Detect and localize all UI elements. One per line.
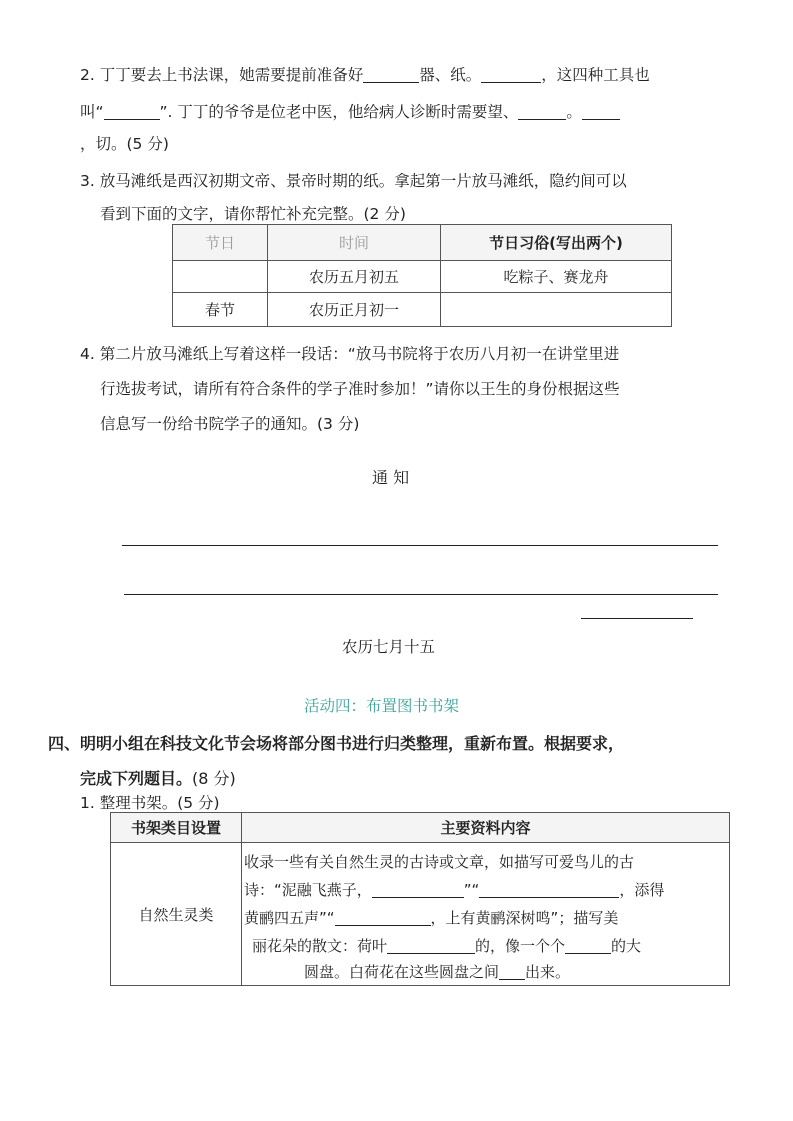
answer-blank[interactable] — [481, 66, 541, 83]
q4-line2: 行选拔考试，请所有符合条件的学子准时参加！”请你以王生的身份根据这些 — [100, 380, 620, 398]
table-row — [173, 261, 672, 293]
table-header: 节日 — [173, 225, 268, 261]
festival-table — [172, 224, 672, 327]
table-row — [173, 293, 672, 327]
bookshelf-table — [110, 812, 730, 986]
table-cell: 吃粽子、赛龙舟 — [441, 261, 672, 293]
notice-date: 农历七月十五 — [342, 638, 436, 656]
signature-line[interactable] — [581, 618, 693, 619]
section4-line1: 四、明明小组在科技文化节会场将部分图书进行归类整理，重新布置。根据要求， — [48, 734, 625, 753]
q2-line2: 叫“ ”. 丁丁的爷爷是位老中医，他给病人诊断时需要望、 。 — [80, 100, 620, 122]
answer-blank[interactable] — [335, 909, 431, 926]
notice-title: 通 知 — [372, 468, 410, 487]
table-header: 主要资料内容 — [242, 813, 730, 843]
answer-blank[interactable] — [499, 963, 525, 980]
table-row — [111, 843, 730, 986]
table-header: 节日习俗(写出两个) — [441, 225, 672, 261]
table-header: 书架类目设置 — [111, 813, 242, 843]
category-cell: 自然生灵类 — [111, 843, 242, 986]
section4-line2: 完成下列题目。(8 分) — [80, 769, 236, 788]
answer-blank[interactable] — [479, 881, 619, 898]
answer-blank[interactable] — [565, 937, 611, 954]
table-cell: 春节 — [173, 293, 268, 327]
answer-blank[interactable] — [104, 103, 160, 120]
q2-line1: 2. 丁丁要去上书法课，她需要提前准备好 器、纸。 ，这四种工具也 — [80, 66, 650, 84]
content-cell: 收录一些有关自然生灵的古诗或文章，如描写可爱鸟儿的古 诗：“泥融飞燕子， ”“ ，添得 黄鹂四五声”“ ，上有黄鹂深树鸣”；描写美 丽花朵的散文：荷叶 的，像一个个 的大 圆盘。白荷花在这些圆盘之间 出来。 — [242, 843, 730, 986]
answer-blank[interactable] — [387, 937, 475, 954]
activity-heading: 活动四：布置图书书架 — [304, 697, 460, 715]
table-cell: 农历正月初一 — [268, 293, 441, 327]
q3-line2: 看到下面的文字，请你帮忙补充完整。(2 分) — [100, 205, 406, 223]
answer-blank[interactable] — [582, 103, 620, 120]
answer-blank[interactable] — [372, 881, 464, 898]
table-cell: 农历五月初五 — [268, 261, 441, 293]
q4-line1: 4. 第二片放马滩纸上写着这样一段话：“放马书院将于农历八月初一在讲堂里进 — [80, 345, 620, 363]
q3-line1: 3. 放马滩纸是西汉初期文帝、景帝时期的纸。拿起第一片放马滩纸，隐约间可以 — [80, 172, 627, 190]
answer-blank[interactable] — [518, 103, 566, 120]
answer-cell[interactable] — [173, 261, 268, 293]
writing-line[interactable] — [122, 545, 718, 546]
q2-line3: ，切。(5 分) — [80, 135, 169, 153]
table-header: 时间 — [268, 225, 441, 261]
answer-blank[interactable] — [363, 66, 419, 83]
section4-sub1: 1. 整理书架。(5 分) — [80, 794, 220, 812]
writing-line[interactable] — [124, 594, 718, 595]
answer-cell[interactable] — [441, 293, 672, 327]
q4-line3: 信息写一份给书院学子的通知。(3 分) — [100, 415, 360, 433]
